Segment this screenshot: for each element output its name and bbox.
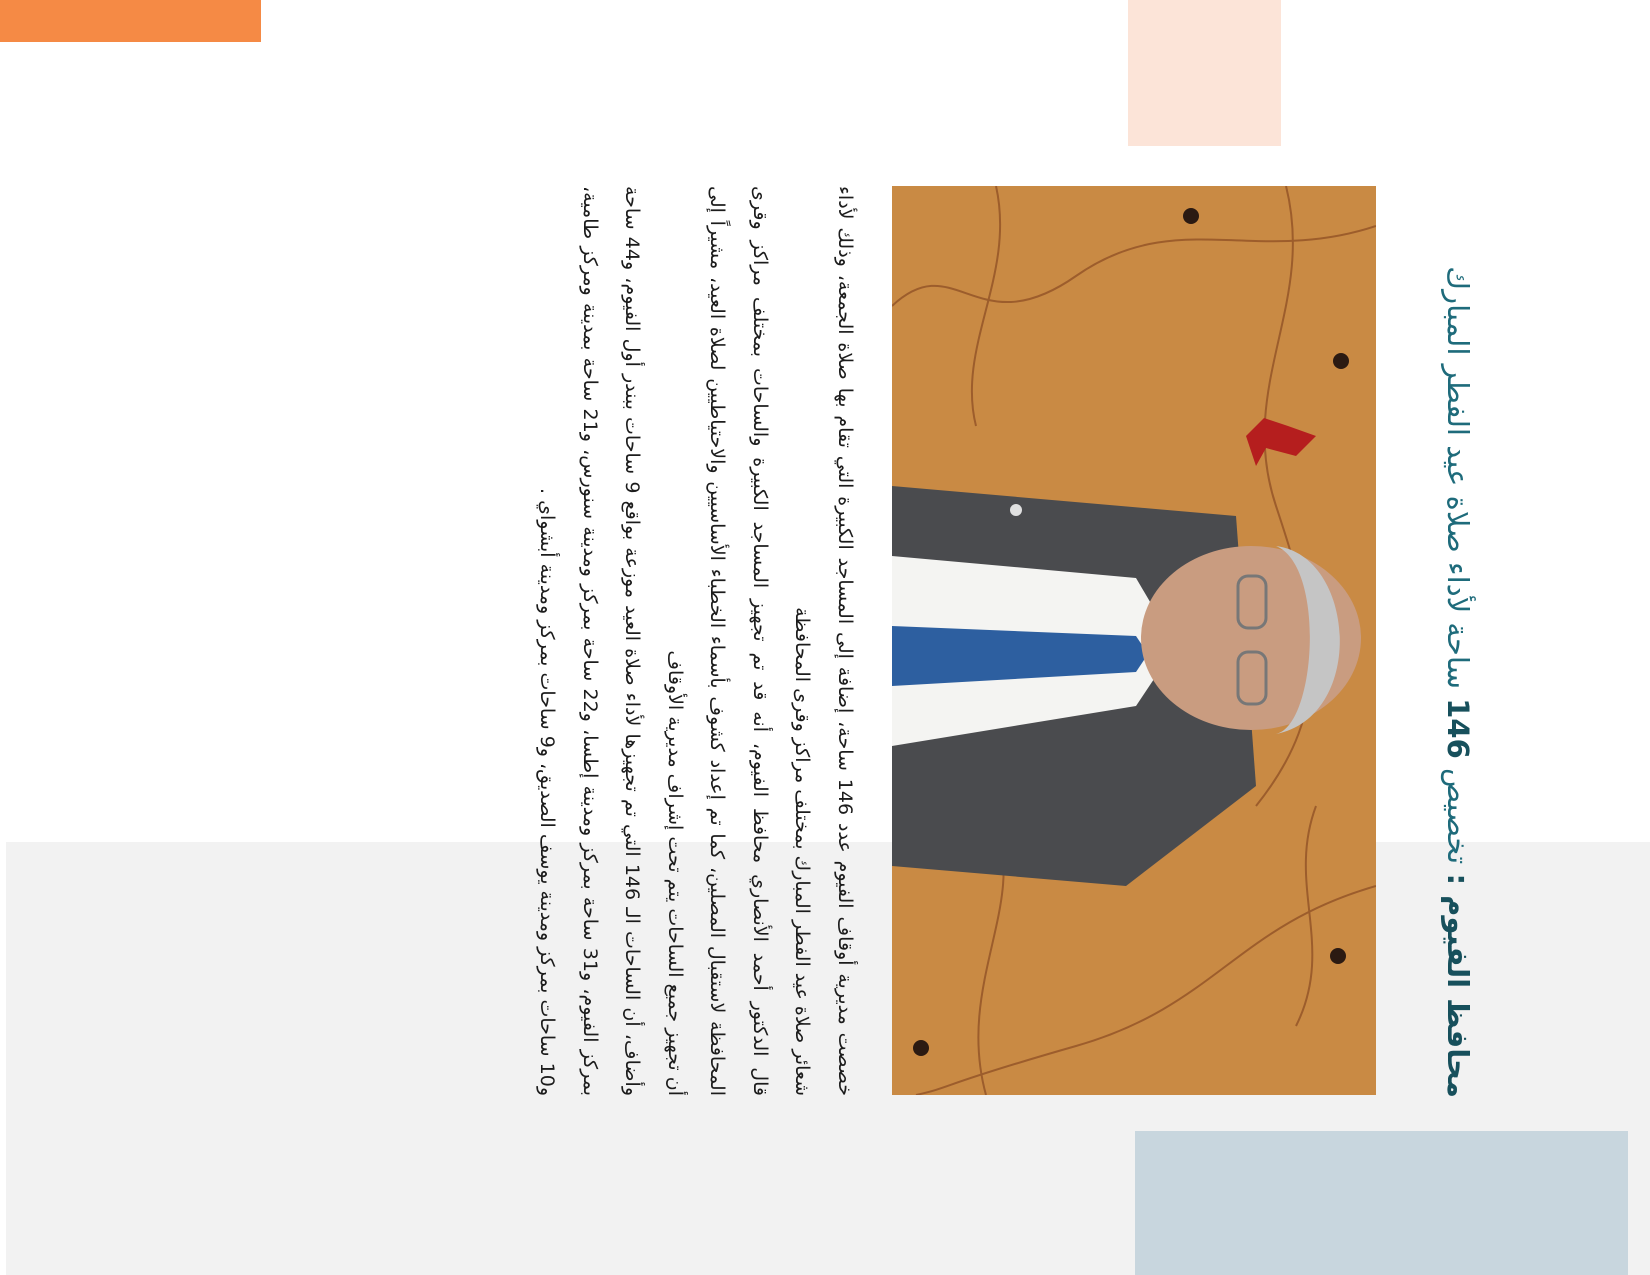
photo-illustration-icon bbox=[892, 186, 1376, 1095]
article-body bbox=[526, 186, 866, 1096]
body-paragraph: قال الدكتور أحمد الأنصاري محافظ الفيوم، أنه قد تم تجهيز المساجد الكبيرة والساحات بمختلف مراكز وقرى المحافظة لاستقبال المصلين، كما تم إعداد كشوف بأسماء الخطباء الأساسيين والاحتياطيين لصلاة العيد، مشيراً إلى أن تجهيز جميع الساحات يتم تحت إشراف مديرية الأوقاف bbox=[664, 186, 771, 1096]
orange-accent-bar bbox=[0, 0, 261, 42]
rotated-article bbox=[353, 186, 1488, 1098]
blue-accent-block bbox=[1135, 1131, 1628, 1275]
headline-text-before: تخصيص bbox=[1441, 768, 1475, 865]
headline-number: 146 bbox=[1441, 698, 1475, 759]
body-paragraph: وأضاف، أن الساحات الـ 146 التي تم تجهيزها لأداء صلاة العيد موزعة بواقع 9 ساحات ببندر أول الفيوم، و44 ساحة بمركز الفيوم، و31 ساحة بمركز ومدينة إطسا، و22 ساحة بمركز ومدينة سنورس، و21 ساحة بمدينة ومركز طامية، و10 ساحات بمركز ومدينة يوسف الصديق، و9 ساحات بمركز ومدينة أبشواي . bbox=[536, 186, 644, 1096]
peach-accent-block bbox=[1128, 0, 1281, 146]
article-headline bbox=[1428, 186, 1488, 1098]
headline-label: محافظ الفيوم : bbox=[1441, 873, 1475, 1098]
headline-text-after: ساحة لأداء صلاة عيد الفطر المبارك bbox=[1441, 266, 1475, 690]
governor-photo bbox=[892, 186, 1376, 1095]
body-paragraph: خصصت مديرية أوقاف الفيوم عدد 146 ساحة، إضافة إلى المساجد الكبيرة التي تقام بها صلاة الجمعة، وذلك لأداء شعائر صلاة عيد الفطر المبارك بمختلف مراكز وقرى المحافظة bbox=[791, 186, 856, 1097]
